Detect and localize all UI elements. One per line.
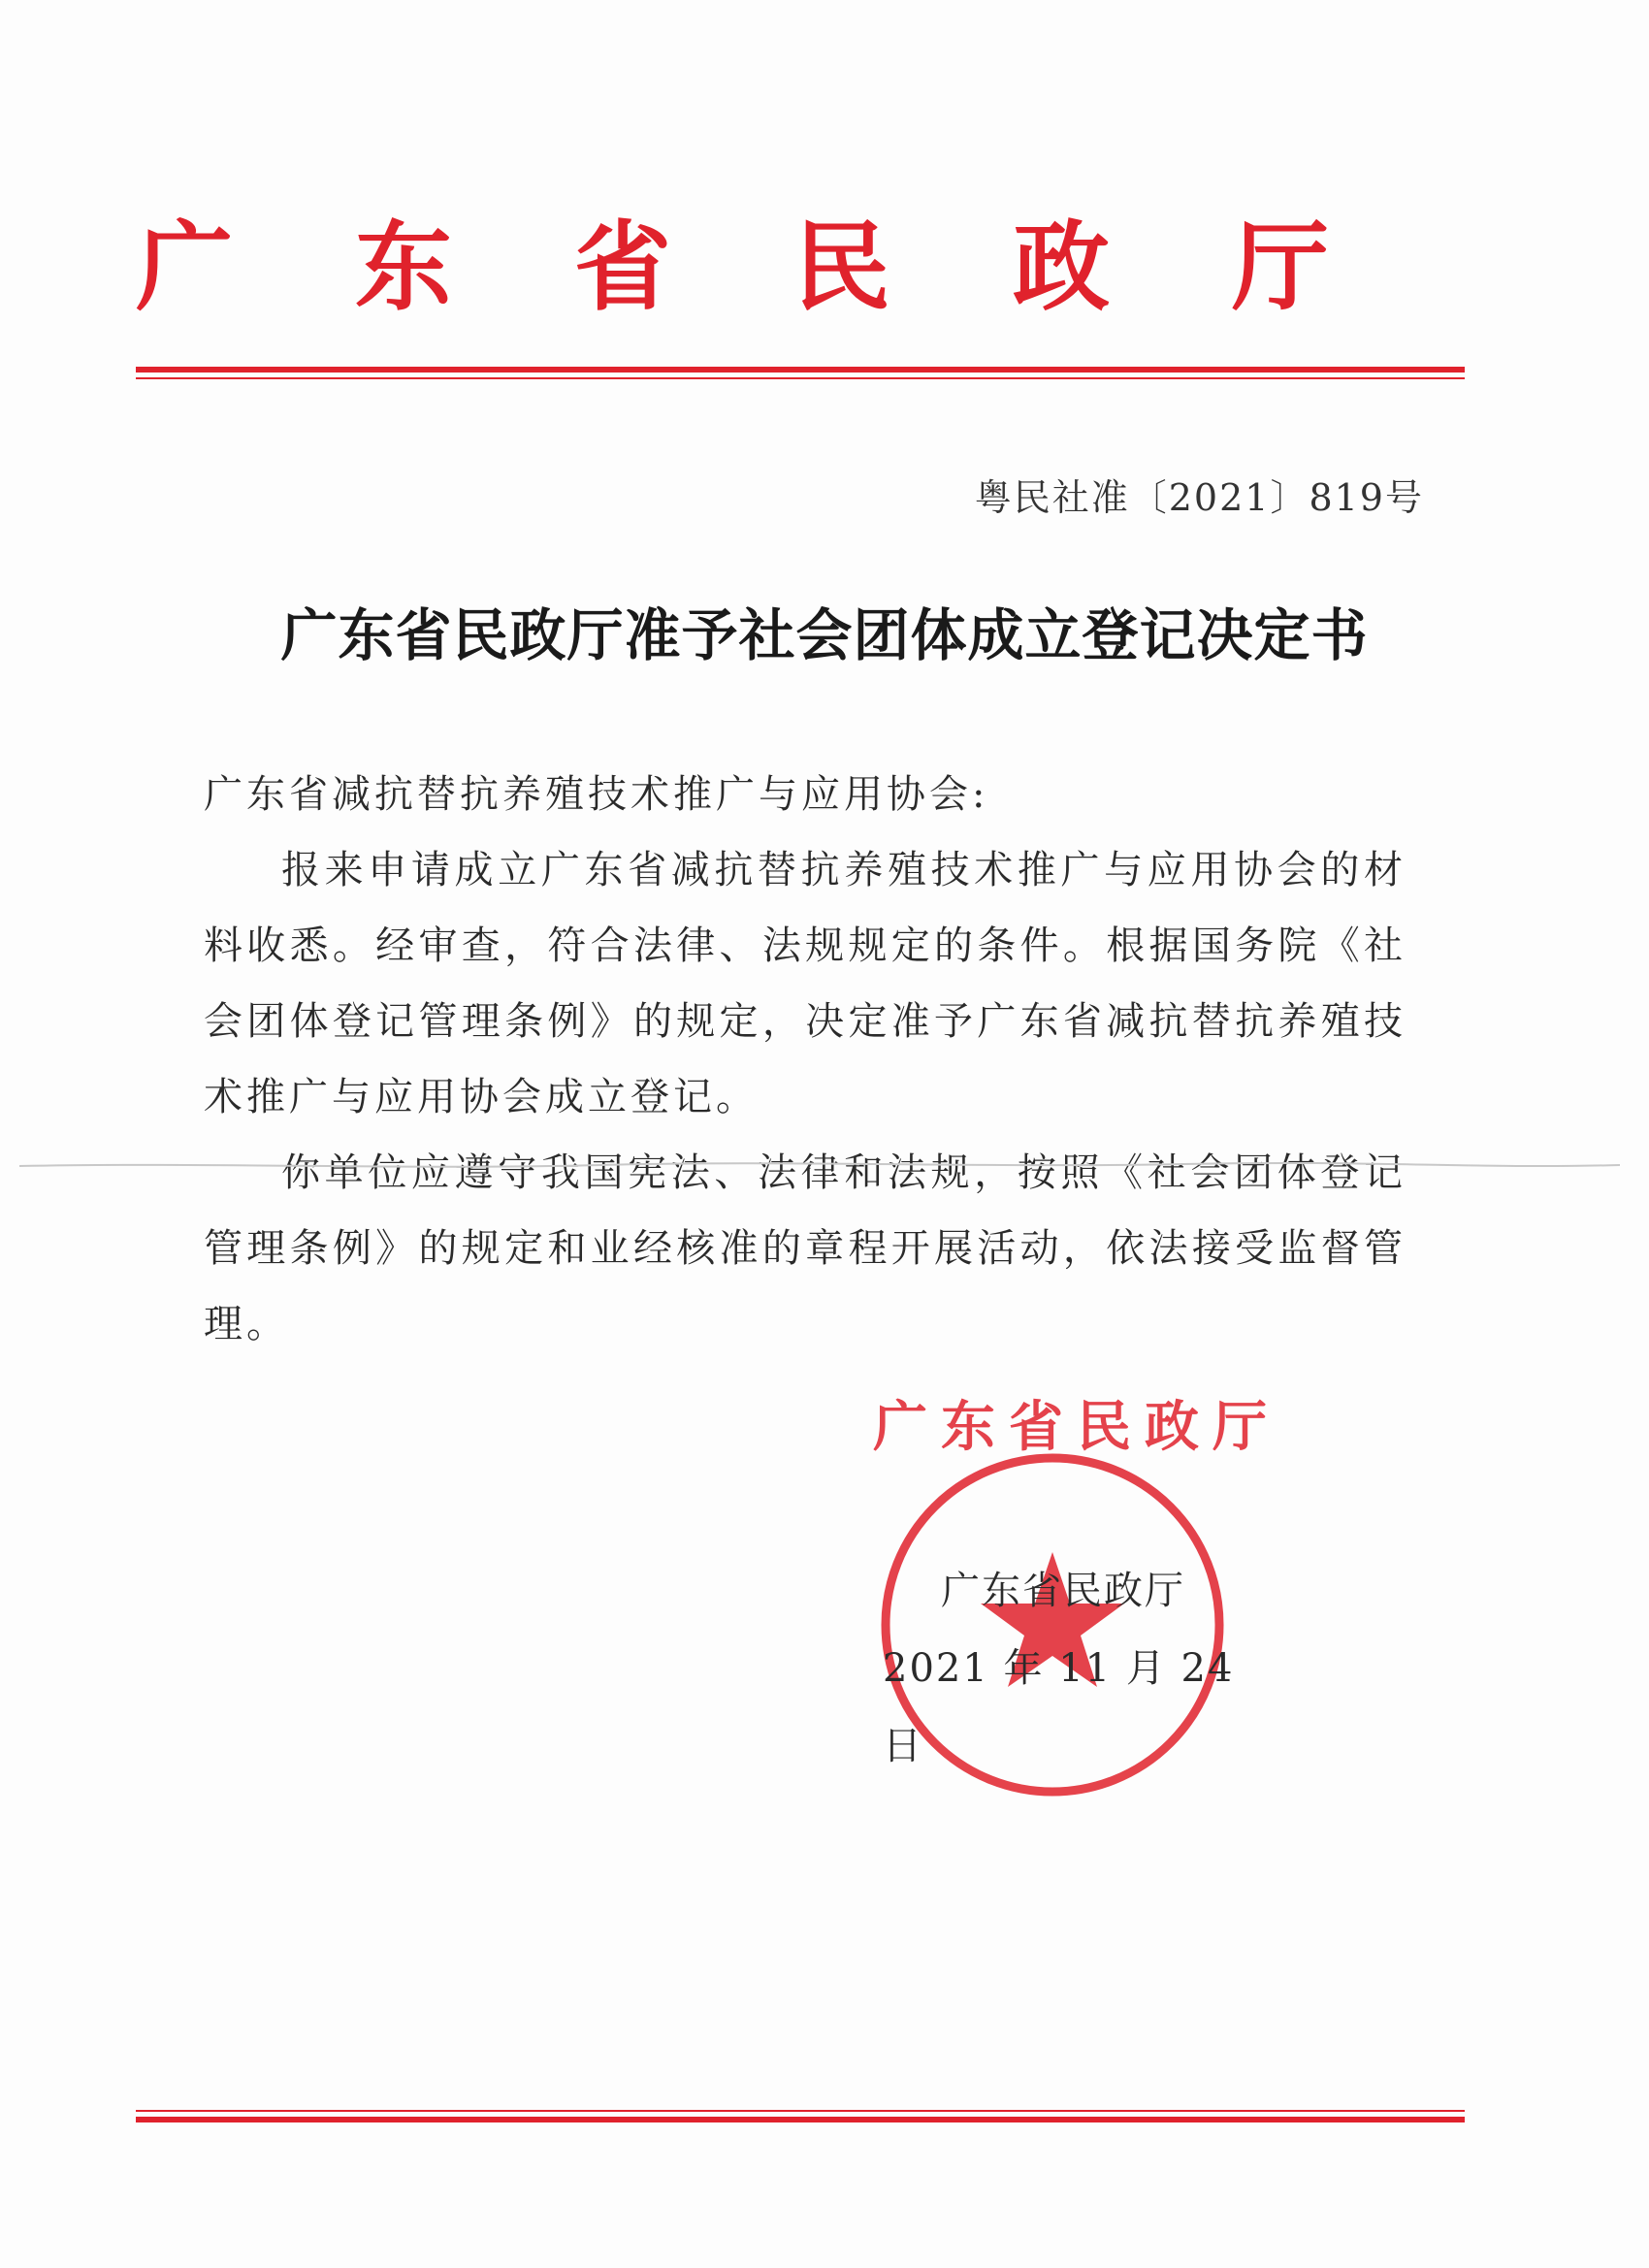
org-header-char: 政 [1013, 210, 1110, 324]
org-header-char: 东 [355, 210, 452, 324]
org-header-char: 省 [574, 210, 671, 324]
signature-org: 广东省民政厅 [941, 1569, 1185, 1613]
org-header-char: 厅 [1232, 210, 1329, 324]
footer-divider [136, 2110, 1465, 2122]
org-header [136, 210, 1329, 324]
header-divider [136, 367, 1465, 379]
document-number: 粤民社准〔2021〕819号 [974, 476, 1424, 519]
salutation: 广东省减抗替抗养殖技术推广与应用协会: [204, 772, 989, 817]
signature-date: 2021 年 11 月 24 日 [883, 1646, 1235, 1768]
signature-block [883, 1552, 1271, 1785]
org-header-char: 民 [793, 210, 890, 324]
org-header-char: 广 [136, 210, 233, 324]
body-paragraph: 你单位应遵守我国宪法、法律和法规，按照《社会团体登记管理条例》的规定和业经核准的章程开展活动，依法接受监督管理。 [204, 1150, 1406, 1346]
body-paragraph: 报来申请成立广东省减抗替抗养殖技术推广与应用协会的材料收悉。经审查，符合法律、法规规定的条件。根据国务院《社会团体登记管理条例》的规定，决定准予广东省减抗替抗养殖技术推广与应用协会成立登记。 [204, 848, 1406, 1119]
seal-text: 广东省民政厅 [873, 1395, 1280, 1459]
document-body [204, 757, 1406, 1362]
document-title: 广东省民政厅准予社会团体成立登记决定书 [280, 602, 1369, 668]
paper-fold-line [19, 1159, 1620, 1173]
